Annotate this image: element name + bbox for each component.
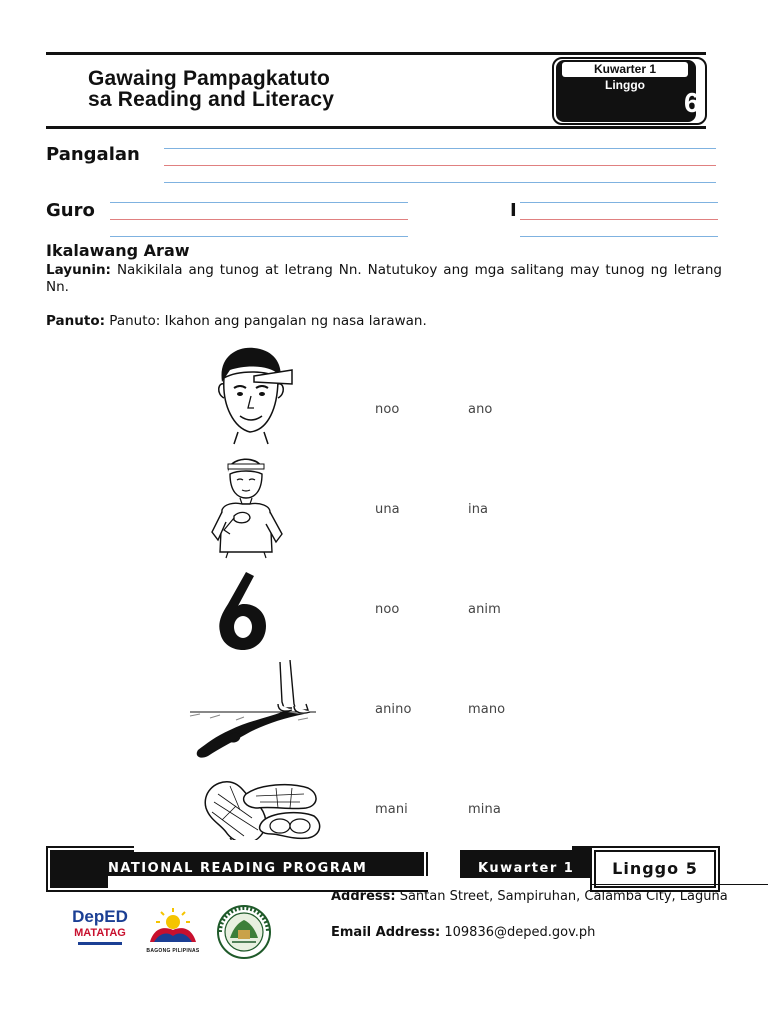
shadow-picture — [186, 660, 320, 762]
email-line — [331, 925, 595, 941]
bagong-pilipinas-text: BAGONG PILIPINAS — [146, 948, 200, 954]
choice-3a[interactable]: noo — [375, 602, 400, 617]
name-field[interactable] — [164, 146, 716, 186]
bagong-pilipinas-emblem-icon — [144, 906, 202, 944]
choice-5b[interactable]: mina — [468, 802, 501, 817]
title-line-2: sa Reading and Literacy — [88, 88, 335, 111]
third-field[interactable] — [520, 200, 718, 240]
instruction — [46, 313, 427, 330]
quarter-badge-label: Kuwarter 1 — [562, 62, 688, 77]
address-label: Address: — [331, 889, 396, 904]
forehead-face-picture — [208, 344, 294, 446]
choice-2a[interactable]: una — [375, 502, 400, 517]
choice-4a[interactable]: anino — [375, 702, 412, 717]
header-top-rule — [46, 52, 706, 55]
header-bottom-rule — [46, 126, 706, 129]
instruction-text: Panuto: Ikahon ang pangalan ng nasa larawan. — [109, 313, 427, 329]
week-badge-label: Linggo — [605, 78, 645, 92]
school-seal-icon — [216, 904, 272, 960]
footer-quarter-label: Kuwarter 1 — [478, 861, 575, 876]
objective-text: Nakikilala ang tunog at letrang Nn. Natutukoy ang mga salitang may tunog ng letrang Nn. — [46, 262, 722, 295]
email-label: Email Address: — [331, 925, 441, 940]
choice-3b[interactable]: anim — [468, 602, 501, 617]
deped-matatag-logo — [68, 908, 132, 954]
mother-girl-picture — [204, 452, 288, 560]
choice-1a[interactable]: noo — [375, 402, 400, 417]
footer-quarter-mask — [460, 840, 572, 850]
bagong-pilipinas-logo — [144, 906, 202, 952]
day-title: Ikalawang Araw — [46, 241, 190, 260]
matatag-logo-text: MATATAG — [74, 927, 126, 939]
choice-4b[interactable]: mano — [468, 702, 506, 717]
objective — [46, 262, 722, 296]
choice-1b[interactable]: ano — [468, 402, 493, 417]
teacher-field[interactable] — [110, 200, 408, 240]
footer-program-mask-2 — [108, 876, 428, 890]
choice-5a[interactable]: mani — [375, 802, 408, 817]
deped-logo-text: DepED — [72, 907, 128, 926]
address-value: Santan Street, Sampiruhan, Calamba City, Laguna — [399, 889, 728, 904]
footer-rule — [592, 884, 768, 885]
footer-program-mask — [134, 840, 428, 852]
instruction-label: Panuto: — [46, 313, 105, 329]
footer-week-label: Linggo 5 — [594, 850, 716, 888]
teacher-label: Guro — [46, 200, 95, 221]
worksheet-title — [88, 68, 334, 110]
week-badge-number: 6 — [684, 87, 700, 118]
third-field-label: I — [510, 200, 517, 221]
footer-program-label: NATIONAL READING PROGRAM — [108, 861, 368, 876]
number-six-picture — [216, 570, 270, 652]
matatag-logo-bar — [78, 942, 122, 945]
title-line-1: Gawaing Pampagkatuto — [88, 67, 331, 90]
address-line — [331, 889, 728, 905]
objective-label: Layunin: — [46, 262, 111, 278]
name-label: Pangalan — [46, 144, 140, 165]
email-value[interactable]: 109836@deped.gov.ph — [444, 925, 596, 940]
choice-2b[interactable]: ina — [468, 502, 489, 517]
